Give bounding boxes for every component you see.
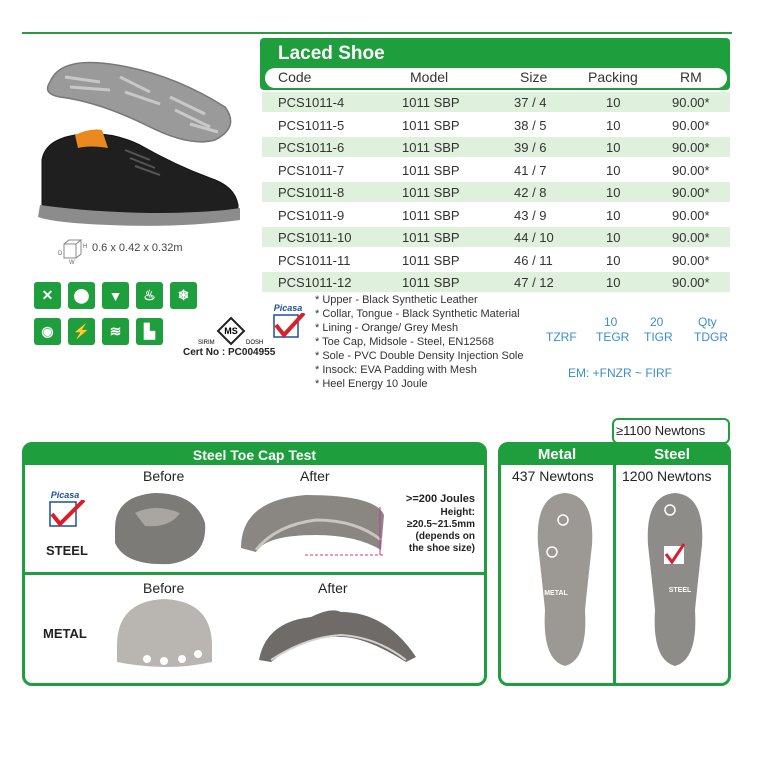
std-tigr-num: 20 [650,315,664,329]
midsole-divider [613,445,616,683]
metal-newtons: 437 Newtons [512,468,594,484]
cell-size: 43 / 9 [514,207,547,223]
steel-before-label: Before [143,468,185,484]
svg-text:DOSH: DOSH [246,340,264,346]
oil-resistant-icon: ◉ [34,318,61,345]
table-row [262,137,730,157]
col-packing: Packing [588,69,638,85]
dim-d: D [58,251,63,257]
anti-slip-icon: ✕ [34,282,61,309]
cell-packing: 10 [606,275,621,290]
cell-packing: 10 [606,252,621,268]
cell-model: 1011 SBP [402,185,460,200]
table-row [262,250,730,270]
spec-item: * Insock: EVA Padding with Mesh [315,364,477,376]
cell-size: 41 / 7 [514,162,547,178]
cell-rm: 90.00* [672,162,710,178]
cell-rm: 90.00* [672,185,710,200]
table-row [262,92,730,112]
cell-model: 1011 SBP [402,140,460,155]
table-row [262,272,730,292]
metal-cap-before-image [112,596,217,672]
svg-text:METAL: METAL [544,590,568,597]
spec-item: * Collar, Tongue - Black Synthetic Material [315,308,520,320]
std-tigr: TIGR [644,330,673,344]
height-value: ≥20.5~21.5mm [406,519,475,530]
boot-icon: ▙ [136,318,163,345]
cell-rm: 90.00* [672,252,710,268]
dim-w: W [69,260,75,264]
table-row [262,205,730,225]
cell-packing: 10 [606,185,621,200]
cell-rm: 90.00* [672,207,710,223]
spec-item: * Sole - PVC Double Density Injection Sole [315,350,524,362]
cell-model: 1011 SBP [402,252,460,268]
table-row [262,227,730,247]
cell-model: 1011 SBP [402,230,460,245]
col-code: Code [278,69,312,85]
steel-title: Steel [616,445,728,465]
toe-cap-test-title: Steel Toe Cap Test [25,445,484,465]
height-marker [300,505,390,557]
ms-certification-logo [196,316,266,346]
size-note-2: the shoe size) [408,543,475,554]
cell-code: PCS1011-8 [278,185,345,200]
toe-cap-divider [25,572,484,575]
cell-model: 1011 SBP [402,275,460,290]
steel-insole-image [640,490,710,670]
metal-before-label: Before [143,580,185,596]
cold-icon: ❄ [170,282,197,309]
metal-after-label: After [318,580,348,596]
cell-size: 39 / 6 [514,140,547,155]
cell-code: PCS1011-5 [278,117,345,133]
cell-packing: 10 [606,207,621,223]
cell-rm: 90.00* [672,117,710,133]
cert-number: Cert No : PC004955 [183,347,276,358]
steel-newtons: 1200 Newtons [622,468,712,484]
cell-rm: 90.00* [672,230,710,245]
cell-code: PCS1011-4 [278,95,345,110]
std-tdgr: TDGR [694,330,728,344]
penetration-icon: ▼ [102,282,129,309]
antistatic-icon: ⚡ [68,318,95,345]
cell-size: 44 / 10 [514,230,554,245]
cell-size: 38 / 5 [514,117,547,133]
cell-code: PCS1011-12 [278,275,352,290]
cell-code: PCS1011-11 [278,252,351,268]
table-row [262,182,730,202]
dimensions-text: 0.6 x 0.42 x 0.32m [92,242,183,254]
svg-text:SIRIM: SIRIM [198,340,215,346]
col-rm: RM [680,69,702,85]
cell-model: 1011 SBP [402,95,460,110]
height-label: Height: [440,507,475,518]
metal-cap-after-image [256,602,421,664]
shoe-image [30,120,245,230]
cell-code: PCS1011-9 [278,207,345,223]
column-header-bar [265,68,727,88]
std-em: EM: +FNZR ~ FIRF [568,366,673,380]
table-row [262,115,730,135]
steel-after-label: After [300,468,330,484]
cell-rm: 90.00* [672,140,710,155]
cell-code: PCS1011-7 [278,162,345,178]
cell-size: 37 / 4 [514,95,547,110]
spec-item: * Lining - Orange/ Grey Mesh [315,322,459,334]
cell-model: 1011 SBP [402,117,460,133]
dim-h: H [83,244,88,250]
spec-item: * Upper - Black Synthetic Leather [315,294,478,306]
heat-icon: ♨ [136,282,163,309]
picasa-logo: Picasa [268,303,308,341]
cell-packing: 10 [606,230,621,245]
cell-size: 46 / 11 [514,252,553,268]
metal-label: METAL [43,626,87,641]
metal-insole-image [530,490,600,670]
metal-title: Metal [501,445,613,465]
col-model: Model [410,69,449,85]
std-tegr-num: 10 [604,315,618,329]
cell-packing: 10 [606,162,621,178]
cell-size: 47 / 12 [514,275,554,290]
std-tegr: TEGR [596,330,630,344]
picasa-logo-steel: Picasa [40,490,90,530]
newtons-badge-text: ≥1100 Newtons [616,423,706,438]
cell-code: PCS1011-6 [278,140,345,155]
std-qty: Qty [698,315,717,329]
spec-item: * Heel Energy 10 Joule [315,378,428,390]
cell-rm: 90.00* [672,275,710,290]
cell-code: PCS1011-10 [278,230,352,245]
spec-item: * Toe Cap, Midsole - Steel, EN12568 [315,336,494,348]
toe-protection-icon: ⬤ [68,282,95,309]
svg-text:STEEL: STEEL [668,587,692,594]
cell-model: 1011 SBP [402,162,460,178]
product-title: Laced Shoe [278,43,385,64]
steel-label: STEEL [46,543,88,558]
cell-packing: 10 [606,140,621,155]
joules-text: >=200 Joules [405,493,475,505]
water-icon: ≋ [102,318,129,345]
cell-size: 42 / 8 [514,185,547,200]
steel-cap-before-image [110,488,210,568]
std-tzrf: TZRF [546,330,577,344]
table-row [262,160,730,180]
box-icon [58,236,88,264]
cell-packing: 10 [606,117,621,133]
svg-text:MS: MS [224,326,238,336]
top-divider [22,32,732,34]
cell-rm: 90.00* [672,95,710,110]
col-size: Size [520,69,548,85]
cell-model: 1011 SBP [402,207,460,223]
cell-packing: 10 [606,95,621,110]
size-note-1: (depends on [415,531,475,542]
